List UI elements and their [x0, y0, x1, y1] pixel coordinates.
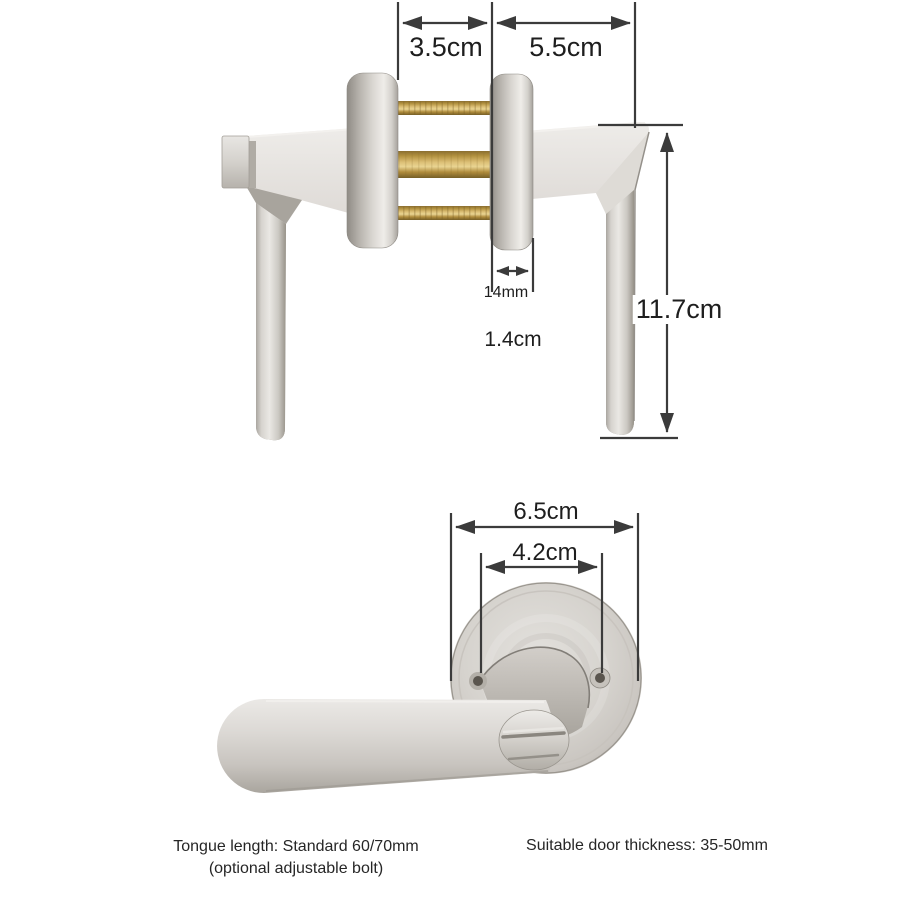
- tongue-length-note: [173, 836, 419, 880]
- dim-label-rose-gap: 3.5cm: [409, 32, 483, 62]
- spindle-and-bolts: [390, 101, 498, 220]
- bottom-front-view-photo: [217, 582, 642, 793]
- tongue-length-line2: (optional adjustable bolt): [208, 860, 384, 877]
- tongue-length-line1: Tongue length: Standard 60/70mm: [173, 838, 419, 855]
- dim-label-handle-height: 11.7cm: [633, 295, 726, 324]
- top-side-view-photo: [222, 73, 649, 440]
- thumb-button: [499, 710, 569, 770]
- dim-label-rose-thickness-mm: 14mm: [483, 284, 529, 301]
- dim-label-lever-reach: 5.5cm: [529, 32, 603, 62]
- square-spindle-end: [222, 136, 249, 188]
- left-lever: [222, 128, 356, 440]
- spindle-collar: [249, 141, 256, 188]
- dim-label-rose-diameter: 6.5cm: [513, 498, 579, 525]
- screw-hole-right: [590, 668, 610, 688]
- right-rose-edge: [490, 74, 533, 250]
- door-thickness-note: Suitable door thickness: 35-50mm: [526, 837, 768, 854]
- dim-label-rose-thickness-cm: 1.4cm: [484, 328, 542, 351]
- left-rose-edge: [347, 73, 398, 248]
- screw-hole-left: [469, 672, 487, 690]
- dim-label-screw-spacing: 4.2cm: [512, 539, 578, 566]
